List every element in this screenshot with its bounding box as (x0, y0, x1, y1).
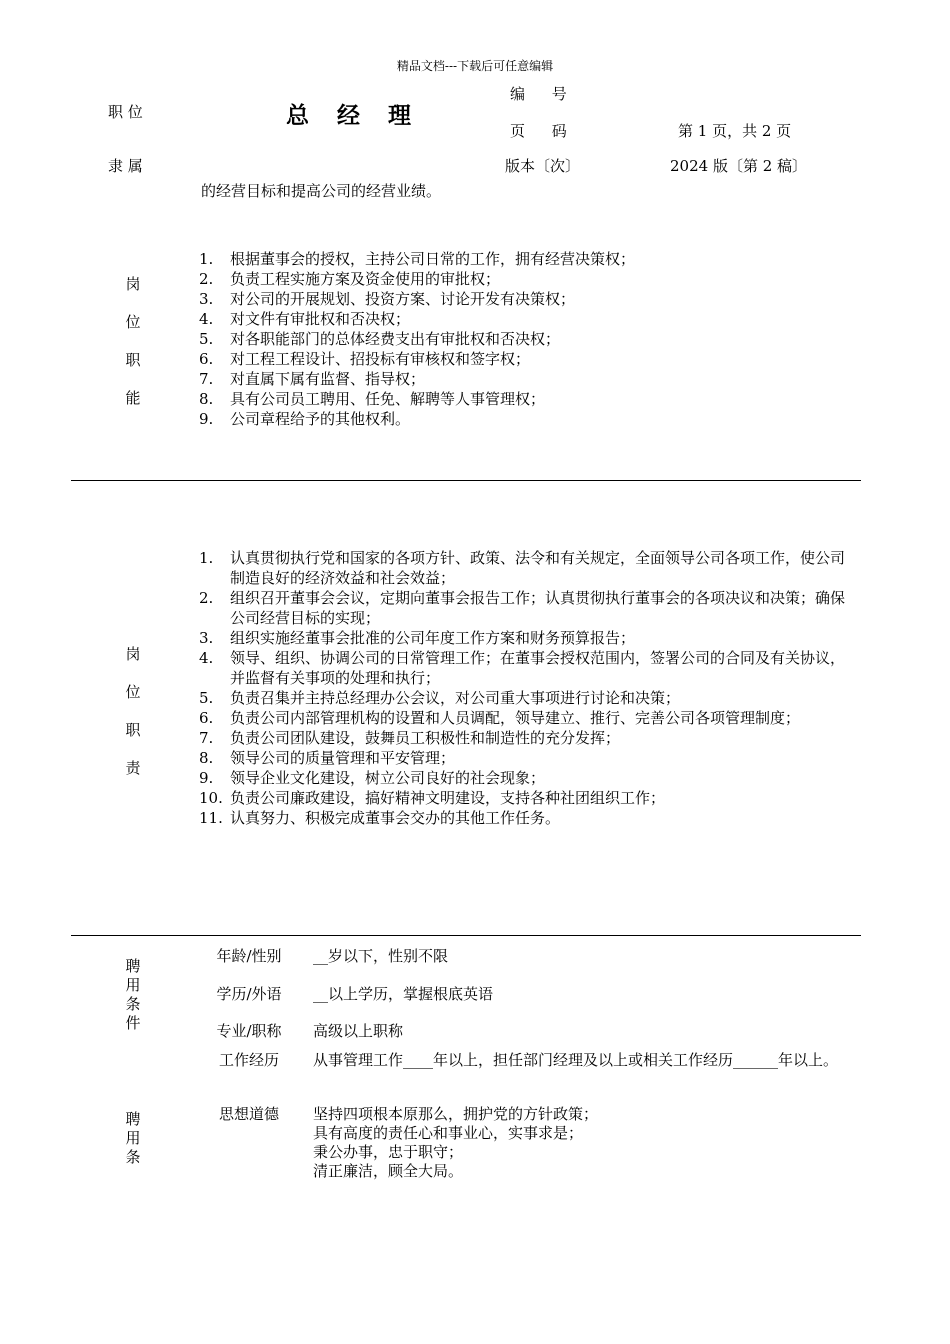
duties-list (199, 548, 859, 828)
authority-label-char: 岗 (125, 275, 141, 293)
list-item: 1. 认真贯彻执行党和国家的各项方针、政策、法令和有关规定，全面领导公司各项工作，使公司制造良好的经济效益和社会效益； (199, 549, 846, 587)
requirements-label-char: 聘 (125, 1110, 141, 1128)
watermark-text: 精品文档---下载后可任意编辑 (396, 59, 554, 73)
requirement-key: 专业/职称 (216, 1022, 282, 1040)
requirements-label-char: 条 (125, 1148, 141, 1166)
version-label: 版本〔次〕 (505, 157, 581, 175)
list-item: 3. 组织实施经董事会批准的公司年度工作方案和财务预算报告； (199, 629, 636, 647)
requirement-value: 从事管理工作____年以上，担任部门经理及以上或相关工作经历______年以上。 (313, 1051, 839, 1069)
position-label: 职 位 (108, 103, 143, 121)
list-item: 4. 对文件有审批权和否决权； (199, 310, 411, 328)
section-divider (71, 935, 861, 936)
duties-label-char: 岗 (125, 645, 141, 663)
authority-label-char: 能 (125, 389, 141, 407)
list-item: 2. 负责工程实施方案及资金使用的审批权； (199, 270, 501, 288)
duties-label-char: 职 (125, 721, 141, 739)
requirement-value: 坚持四项根本原那么，拥护党的方针政策； 具有高度的责任心和事业心，实事求是； 秉公办事，忠于职守； 清正廉洁，顾全大局。 (313, 1105, 599, 1180)
requirement-row (199, 1022, 859, 1041)
page-title: 总 经 理 (286, 103, 422, 129)
list-item: 2. 组织召开董事会会议，定期向董事会报告工作；认真贯彻执行董事会的各项决议和决策；确保公司经营目标的实现； (199, 589, 846, 627)
requirements-label-continued (124, 1110, 142, 1167)
requirements-label-char: 件 (125, 1014, 141, 1032)
list-item: 8. 具有公司员工聘用、任免、解聘等人事管理权； (199, 390, 546, 408)
requirement-key: 学历/外语 (216, 985, 282, 1003)
list-item: 11. 认真努力、积极完成董事会交办的其他工作任务。 (199, 809, 561, 827)
list-item: 3. 对公司的开展规划、投资方案、讨论开发有决策权； (199, 290, 576, 308)
section-divider (71, 480, 861, 481)
requirement-value: __岁以下，性别不限 (313, 947, 449, 965)
requirement-value: 高级以上职称 (313, 1022, 404, 1040)
list-item: 1. 根据董事会的授权，主持公司日常的工作，拥有经营决策权； (199, 250, 636, 268)
list-item: 7. 负责公司团队建设，鼓舞员工积极性和制造性的充分发挥； (199, 729, 621, 747)
requirement-value: __以上学历，掌握根底英语 (313, 985, 494, 1003)
list-item: 6. 负责公司内部管理机构的设置和人员调配，领导建立、推行、完善公司各项管理制度； (199, 709, 801, 727)
report-label: 隶 属 (108, 157, 143, 175)
requirement-row (199, 985, 859, 1004)
authority-label-char: 职 (125, 351, 141, 369)
requirements-label-char: 用 (125, 976, 141, 994)
duties-label (124, 643, 142, 795)
requirement-row (199, 947, 859, 966)
number-label: 编 号 (510, 85, 567, 103)
list-item: 9. 公司章程给予的其他权利。 (199, 410, 411, 428)
list-item: 5. 对各职能部门的总体经费支出有审批权和否决权； (199, 330, 561, 348)
requirement-key: 年龄/性别 (216, 947, 282, 965)
requirement-key: 思想道德 (218, 1105, 279, 1123)
page-label: 页 码 (510, 122, 567, 140)
version-value: 2024 版〔第 2 稿〕 (670, 157, 808, 175)
duties-label-char: 责 (125, 759, 141, 777)
duties-label-char: 位 (125, 683, 141, 701)
requirements-label (124, 957, 142, 1033)
authority-label-char: 位 (125, 313, 141, 331)
purpose-text: 的经营目标和提高公司的经营业绩。 (201, 182, 442, 200)
requirements-label-char: 聘 (125, 957, 141, 975)
authority-label (124, 273, 142, 425)
requirements-label-char: 用 (125, 1129, 141, 1147)
authority-list (199, 249, 859, 429)
list-item: 7. 对直属下属有监督、指导权； (199, 370, 426, 388)
requirement-row (199, 1051, 859, 1070)
requirement-key: 工作经历 (218, 1051, 279, 1069)
list-item: 6. 对工程工程设计、招投标有审核权和签字权； (199, 350, 531, 368)
list-item: 5. 负责召集并主持总经理办公会议，对公司重大事项进行讨论和决策； (199, 689, 681, 707)
list-item: 10. 负责公司廉政建设，搞好精神文明建设，支持各种社团组织工作； (199, 789, 666, 807)
page-value: 第 1 页，共 2 页 (678, 122, 792, 140)
requirement-row (199, 1105, 859, 1181)
list-item: 4. 领导、组织、协调公司的日常管理工作；在董事会授权范围内，签署公司的合同及有关协议，并监督有关事项的处理和执行； (199, 649, 846, 687)
requirements-label-char: 条 (125, 995, 141, 1013)
list-item: 9. 领导企业文化建设，树立公司良好的社会现象； (199, 769, 546, 787)
list-item: 8. 领导公司的质量管理和平安管理； (199, 749, 456, 767)
